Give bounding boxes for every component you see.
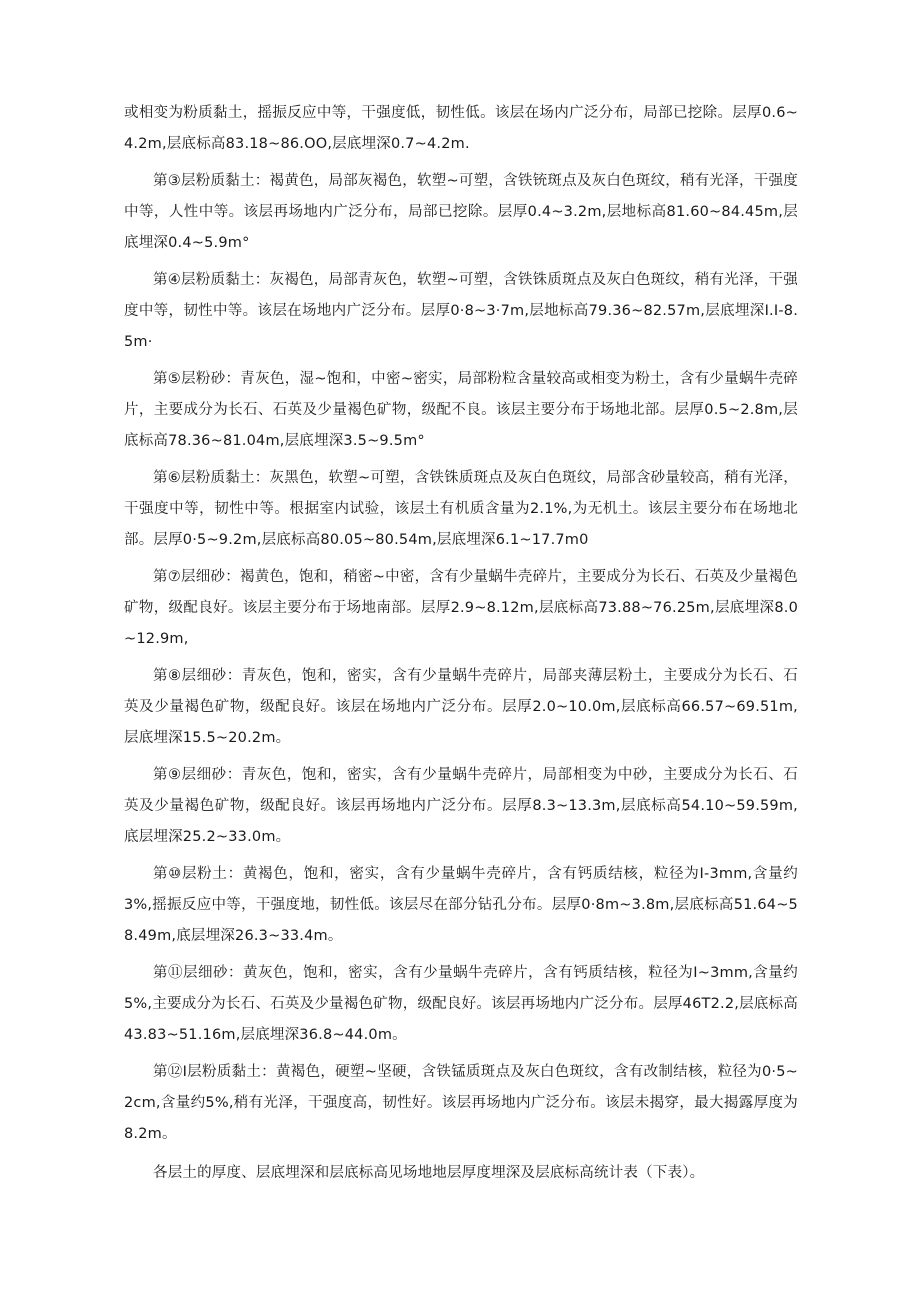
- paragraph-layer-3: 第③层粉质黏土：褐黄色，局部灰褐色，软塑~可塑，含铁铳斑点及灰白色斑纹，稍有光泽，干强度中等，人性中等。该层再场地内广泛分布，局部已挖除。层厚0.4~3.2m,层地标高81.60~84.45m,层底埋深0.4~5.9m°: [124, 173, 798, 251]
- paragraph-summary: 各层土的厚度、层底埋深和层底标高见场地地层厚度埋深及层底标高统计表（下表）。: [153, 1165, 705, 1181]
- paragraph-layer-2-continued: 或相变为粉质黏土，摇振反应中等，干强度低，韧性低。该层在场内广泛分布，局部已挖除。层厚0.6~4.2m,层底标高83.18~86.OO,层底埋深0.7~4.2m.: [124, 105, 798, 152]
- paragraph-layer-6: 第⑥层粉质黏土：灰黑色，软塑~可塑，含铁铢质斑点及灰白色斑纹，局部含砂量较高，稍有光泽，干强度中等，韧性中等。根据室内试验，该层土有机质含量为2.1%,为无机土。该层主要分布在场地北部。层厚0·5~9.2m,层底标高80.05~80.54m,层底埋深6.1~17.7m0: [124, 470, 798, 548]
- paragraph-layer-4: 第④层粉质黏土：灰褐色，局部青灰色，软塑~可塑，含铁铢质斑点及灰白色斑纹，稍有光泽，干强度中等，韧性中等。该层在场地内广泛分布。层厚0·8~3·7m,层地标高79.36~82.57m,层底埋深I.I-8.5m·: [124, 272, 798, 350]
- paragraph-layer-8: 第⑧层细砂：青灰色，饱和，密实，含有少量蜗牛壳碎片，局部夹薄层粉土，主要成分为长石、石英及少量褐色矿物，级配良好。该层在场地内广泛分布。层厚2.0~10.0m,层底标高66.57~69.51m,层底埋深15.5~20.2m。: [124, 668, 798, 746]
- paragraph-layer-7: 第⑦层细砂：褐黄色，饱和，稍密~中密，含有少量蜗牛壳碎片，主要成分为长石、石英及少量褐色矿物，级配良好。该层主要分布于场地南部。层厚2.9~8.12m,层底标高73.88~76.25m,层底埋深8.0~12.9m,: [124, 569, 798, 647]
- document-body: [124, 98, 798, 1195]
- paragraph-layer-5: 第⑤层粉砂：青灰色，湿~饱和，中密~密实，局部粉粒含量较高或相变为粉土，含有少量蜗牛壳碎片，主要成分为长石、石英及少量褐色矿物，级配不良。该层主要分布于场地北部。层厚0.5~2.8m,层底标高78.36~81.04m,层底埋深3.5~9.5m°: [124, 371, 798, 449]
- paragraph-layer-11: 第⑪层细砂：黄灰色，饱和，密实，含有少量蜗牛壳碎片，含有钙质结核，粒径为I~3mm,含量约5%,主要成分为长石、石英及少量褐色矿物，级配良好。该层再场地内广泛分布。层厚46T2.2,层底标高43.83~51.16m,层底埋深36.8~44.0m。: [124, 965, 798, 1043]
- paragraph-layer-10: 第⑩层粉土：黄褐色，饱和，密实，含有少量蜗牛壳碎片，含有钙质结核，粒径为I-3mm,含量约3%,摇振反应中等，干强度地，韧性低。该层尽在部分钻孔分布。层厚0·8m~3.8m,层底标高51.64~58.49m,底层埋深26.3~33.4m。: [124, 866, 798, 944]
- paragraph-layer-12: 第⑫I层粉质黏土：黄褐色，硬塑~坚硬，含铁锰质斑点及灰白色斑纹，含有改制结核，粒径为0·5~2cm,含量约5%,稍有光泽，干强度高，韧性好。该层再场地内广泛分布。该层未揭穿，最大揭露厚度为8.2m。: [124, 1064, 798, 1142]
- paragraph-layer-9: 第⑨层细砂：青灰色，饱和，密实，含有少量蜗牛壳碎片，局部相变为中砂，主要成分为长石、石英及少量褐色矿物，级配良好。该层再场地内广泛分布。层厚8.3~13.3m,层底标高54.10~59.59m,底层埋深25.2~33.0m。: [124, 767, 798, 845]
